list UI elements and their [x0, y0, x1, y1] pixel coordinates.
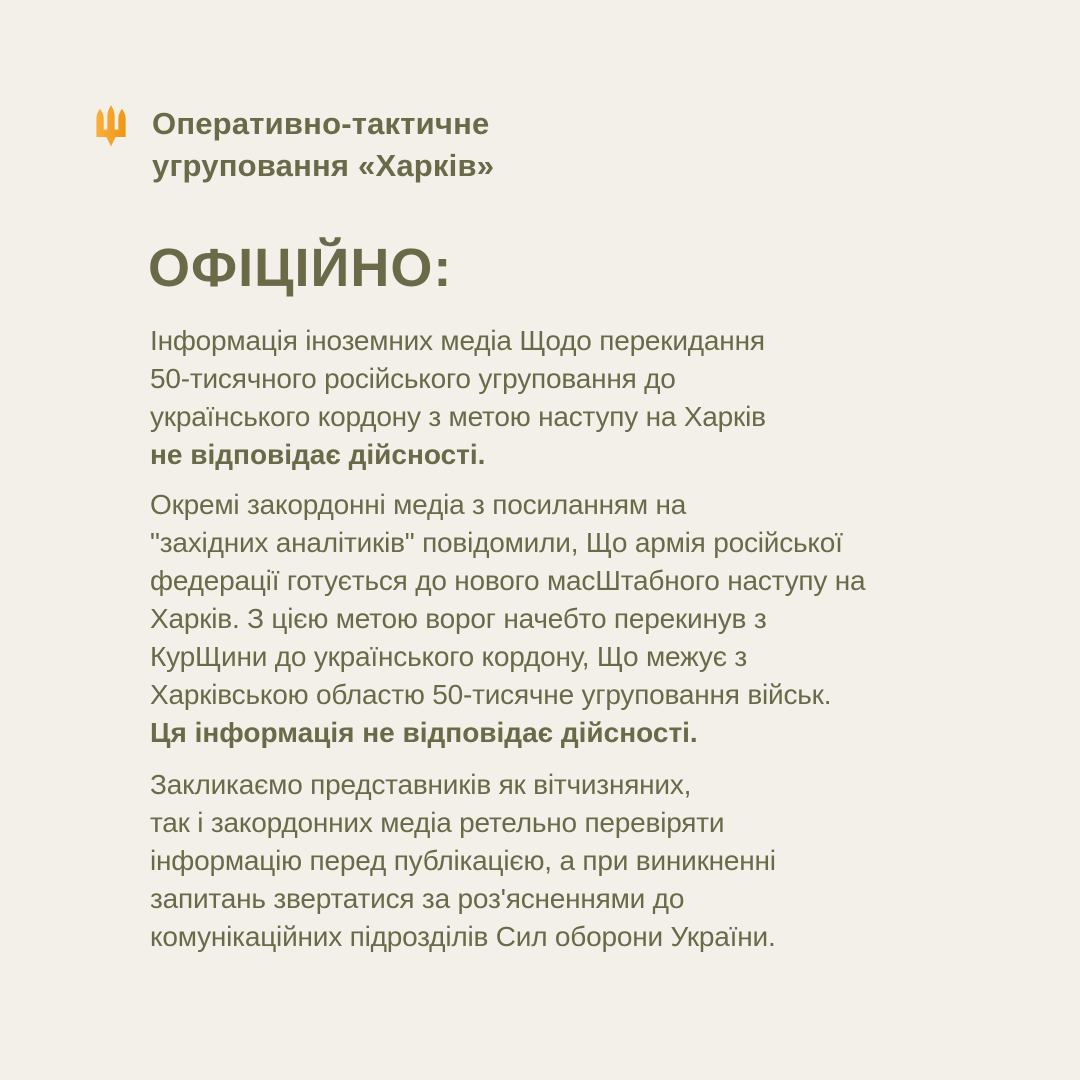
paragraph-details	[150, 486, 865, 752]
paragraph-intro	[150, 322, 766, 474]
brand-title-line-2: угруповання «Харків»	[152, 148, 495, 183]
brand-header	[92, 103, 494, 187]
body-line: Інформація іноземних медіа Щодо перекидання	[150, 325, 765, 356]
body-line: "західних аналітиків" повідомили, Що армія російської	[150, 527, 843, 558]
body-line: Окремі закордонні медіа з посиланням на	[150, 489, 687, 520]
body-line: Закликаємо представників як вітчизняних,	[150, 769, 692, 800]
body-line: інформацію перед публікацією, а при виникненні	[150, 845, 776, 876]
body-line: федерації готується до нового масШтабного наступу на	[150, 565, 866, 596]
body-line: комунікаційних підрозділів Сил оборони України.	[150, 921, 776, 952]
body-line: українського кордону з метою наступу на Харків	[150, 401, 766, 432]
body-line: Харків. З цією метою ворог начебто перекинув з	[150, 603, 767, 634]
body-line: так і закордонних медіа ретельно перевіряти	[150, 807, 725, 838]
body-line: 50-тисячного російського угруповання до	[150, 363, 676, 394]
body-line: КурЩини до українського кордону, Що межує з	[150, 641, 747, 672]
brand-title	[152, 103, 494, 187]
page-title: ОФІЦІЙНО:	[148, 238, 453, 298]
body-line: запитань звертатися за роз'ясненнями до	[150, 883, 685, 914]
paragraph-appeal	[150, 766, 776, 956]
emphasis-line: не відповідає дійсності.	[150, 439, 486, 470]
brand-title-line-1: Оперативно-тактичне	[152, 106, 490, 141]
emphasis-line: Ця інформація не відповідає дійсності.	[150, 717, 698, 748]
body-line: Харківською областю 50-тисячне угруповання військ.	[150, 679, 832, 710]
tryzub-icon	[92, 105, 130, 147]
